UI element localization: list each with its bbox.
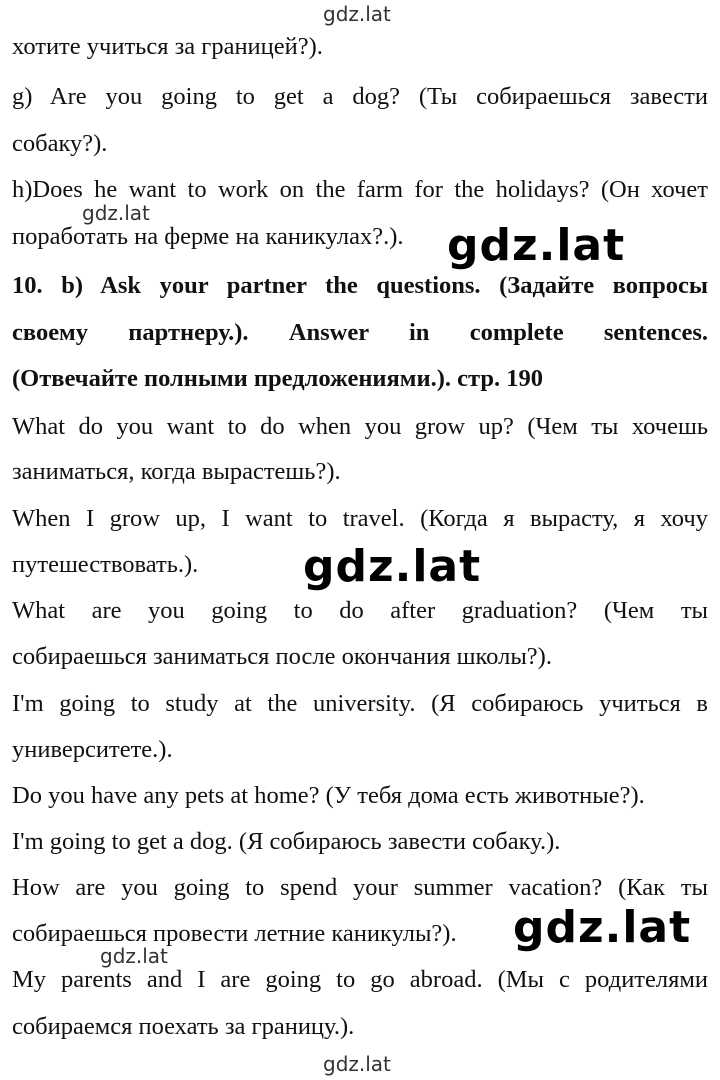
text-line: What are you going to do after graduation? (Чем ты [12,597,708,624]
text-line: What do you want to do when you grow up? (Чем ты хочешь [12,413,708,440]
text-line: путешествовать.). [12,551,199,578]
watermark-large: gdz.lat [303,541,482,592]
exercise-heading-line: своему партнеру.). Answer in complete sentences. [12,319,708,346]
text-line: университете.). [12,736,173,763]
text-line: I'm going to study at the university. (Я собираюсь учиться в [12,690,708,717]
text-line: g) Are you going to get a dog? (Ты собираешься завести [12,83,708,110]
text-line: заниматься, когда вырастешь?). [12,458,341,485]
text-line: собираешься провести летние каникулы?). [12,920,457,947]
exercise-heading-line: (Отвечайте полными предложениями.). стр. 190 [12,365,543,392]
text-line: How are you going to spend your summer vacation? (Как ты [12,874,708,901]
watermark-bottom: gdz.lat [323,1052,391,1076]
watermark-top: gdz.lat [323,2,391,26]
watermark-left-lower: gdz.lat [100,944,168,968]
watermark-large: gdz.lat [447,220,626,271]
text-line: поработать на ферме на каникулах?.). [12,223,404,250]
watermark-left-upper: gdz.lat [82,201,150,225]
watermark-large: gdz.lat [513,902,692,953]
text-line: h)Does he want to work on the farm for the holidays? (Он хочет [12,176,708,203]
text-line: собираешься заниматься после окончания школы?). [12,643,552,670]
text-line: собаку?). [12,130,108,157]
text-line: My parents and I are going to go abroad. (Мы с родителями [12,966,708,993]
text-line: Do you have any pets at home? (У тебя дома есть животные?). [12,782,645,809]
exercise-heading-line: 10. b) Ask your partner the questions. (Задайте вопросы [12,272,708,299]
text-line: I'm going to get a dog. (Я собираюсь завести собаку.). [12,828,561,855]
text-line: собираемся поехать за границу.). [12,1013,355,1040]
text-line: хотите учиться за границей?). [12,33,323,60]
text-line: When I grow up, I want to travel. (Когда я вырасту, я хочу [12,505,708,532]
